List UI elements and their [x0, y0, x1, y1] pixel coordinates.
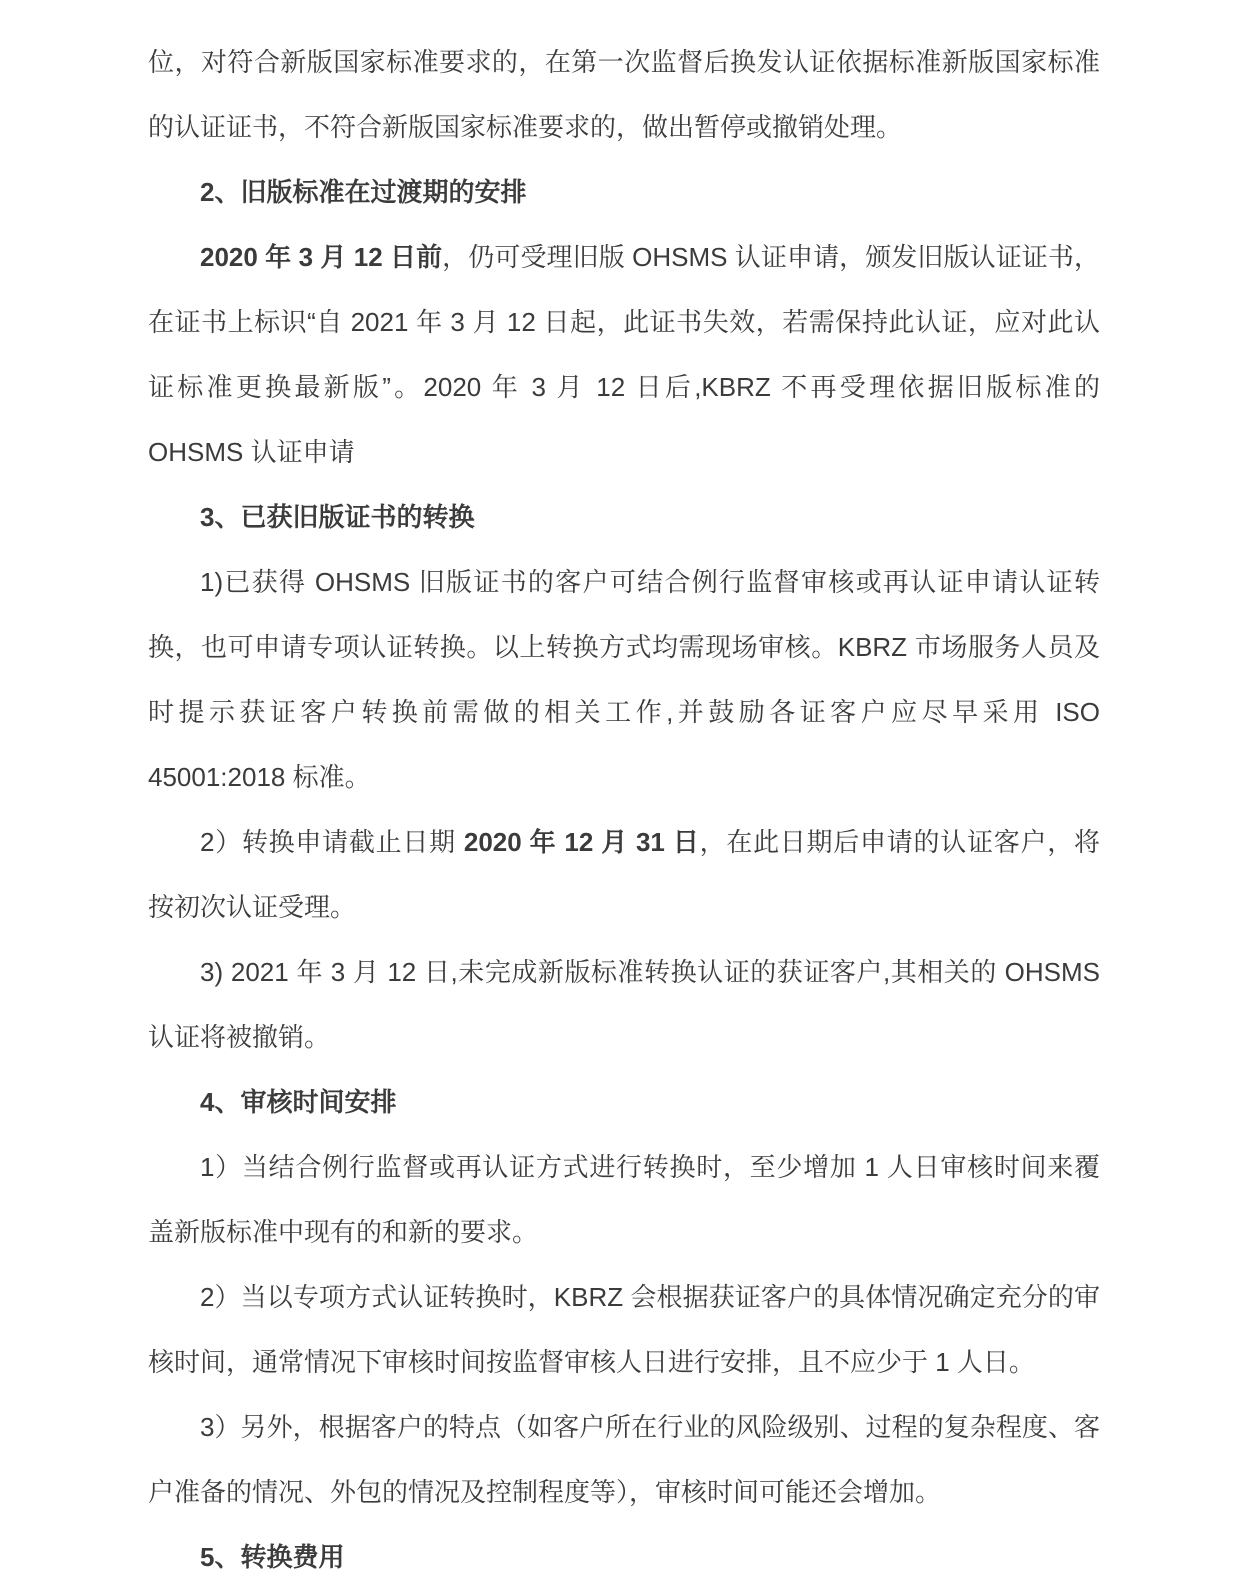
text-segment: 2）转换申请截止日期: [200, 827, 464, 857]
paragraph-conversion-item-2: [148, 810, 1100, 940]
text-segment-bold-date: 2020 年 3 月 12 日前: [200, 242, 443, 272]
paragraph-conversion-item-3: [148, 940, 1100, 1070]
text-segment: 2）当以专项方式认证转换时，KBRZ 会根据获证客户的具体情况确定充分的审核时间，通常情况下审核时间按监督审核人日进行安排，且不应少于 1 人日。: [148, 1282, 1100, 1377]
text-segment: 5、转换费用: [200, 1542, 345, 1572]
section-heading-certificate-conversion: [148, 485, 1100, 550]
text-segment: 3、已获旧版证书的转换: [200, 502, 475, 532]
paragraph-old-standard-deadline: [148, 225, 1100, 485]
text-segment: 1)已获得 OHSMS 旧版证书的客户可结合例行监督审核或再认证申请认证转换，也可申请专项认证转换。以上转换方式均需现场审核。KBRZ 市场服务人员及时提示获证客户转换前需做的相关工作,并鼓励各证客户应尽早采用 ISO 45001:2018 标准。: [148, 567, 1100, 792]
section-heading-conversion-fee: [148, 1525, 1100, 1590]
text-segment: ，仍可受理旧版 OHSMS 认证申请，颁发旧版认证证书，在证书上标识“自 2021 年 3 月 12 日起，此证书失效，若需保持此认证，应对此认证标准更换最新版”。2020 年 3 月 12 日后,KBRZ 不再受理依据旧版标准的 OHSMS 认证申请: [148, 242, 1100, 467]
text-segment-bold-date: 2020 年 12 月 31 日: [463, 827, 700, 857]
text-segment: 3）另外，根据客户的特点（如客户所在行业的风险级别、过程的复杂程度、客户准备的情况、外包的情况及控制程度等），审核时间可能还会增加。: [148, 1412, 1100, 1507]
text-segment: 3) 2021 年 3 月 12 日,未完成新版标准转换认证的获证客户,其相关的 OHSMS 认证将被撤销。: [148, 957, 1100, 1052]
section-heading-audit-time: [148, 1070, 1100, 1135]
paragraph-conversion-item-1: [148, 550, 1100, 810]
paragraph-audit-time-item-1: [148, 1135, 1100, 1265]
text-segment: 4、审核时间安排: [200, 1087, 397, 1117]
section-heading-transition-arrangement: [148, 160, 1100, 225]
text-segment: 2、旧版标准在过渡期的安排: [200, 177, 527, 207]
paragraph-audit-time-item-3: [148, 1395, 1100, 1525]
paragraph-continuation: [148, 30, 1100, 160]
text-segment: 位，对符合新版国家标准要求的，在第一次监督后换发认证依据标准新版国家标准的认证证书，不符合新版国家标准要求的，做出暂停或撤销处理。: [148, 47, 1100, 142]
text-segment: ，在此日期后申请的认证客户，将按初次认证受理。: [148, 827, 1100, 922]
paragraph-audit-time-item-2: [148, 1265, 1100, 1395]
text-segment: 1）当结合例行监督或再认证方式进行转换时，至少增加 1 人日审核时间来覆盖新版标准中现有的和新的要求。: [148, 1152, 1100, 1247]
